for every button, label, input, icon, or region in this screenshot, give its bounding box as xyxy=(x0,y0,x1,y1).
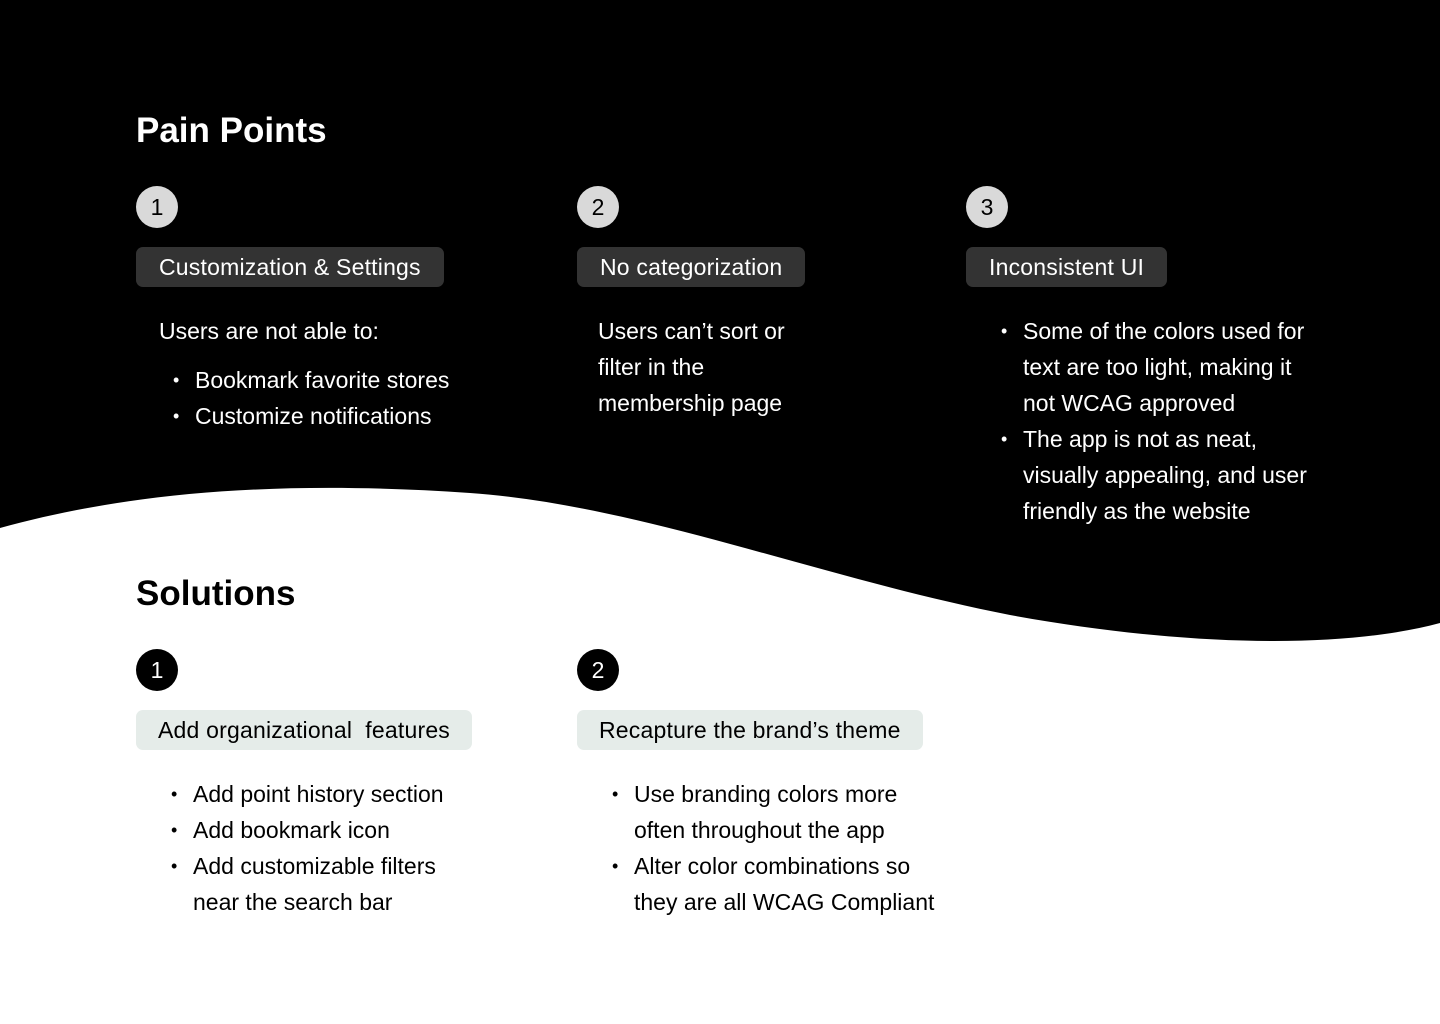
solution-1-number: 1 xyxy=(136,649,178,691)
pain-point-3-number: 3 xyxy=(966,186,1008,228)
bullet-line: visually appealing, and user xyxy=(1023,462,1307,488)
pain-point-1-intro: Users are not able to: xyxy=(159,318,379,344)
bullet-line: • The app is not as neat, xyxy=(1023,426,1257,452)
bullet-line: often throughout the app xyxy=(634,817,885,843)
list-item xyxy=(634,848,934,920)
bullet-line: near the search bar xyxy=(193,889,393,915)
solutions-title: Solutions xyxy=(136,574,296,613)
description-line: membership page xyxy=(598,390,783,416)
list-item xyxy=(1023,313,1307,421)
pain-point-1-bullet-list xyxy=(195,362,449,434)
pain-point-2-description xyxy=(598,313,785,421)
list-item xyxy=(193,812,444,848)
description-line: Users can’t sort or xyxy=(598,318,785,344)
bullet-line: friendly as the website xyxy=(1023,498,1251,524)
pain-point-3-bullet-list xyxy=(1023,313,1307,529)
pain-points-title: Pain Points xyxy=(136,111,327,150)
list-item: • Bookmark favorite stores xyxy=(195,362,449,398)
solution-2-bullet-list xyxy=(634,776,934,920)
pain-point-3-tag: Inconsistent UI xyxy=(966,247,1167,287)
solution-1-tag: Add organizational features xyxy=(136,710,472,750)
solution-2-number: 2 xyxy=(577,649,619,691)
bullet-line: • Add bookmark icon xyxy=(193,817,390,843)
bullet-line: • Add point history section xyxy=(193,781,444,807)
list-item: • Customize notifications xyxy=(195,398,449,434)
pain-point-2-number: 2 xyxy=(577,186,619,228)
pain-point-1-tag: Customization & Settings xyxy=(136,247,444,287)
bullet-line: • Add customizable filters xyxy=(193,853,436,879)
description-line: filter in the xyxy=(598,354,705,380)
bullet-line: not WCAG approved xyxy=(1023,390,1236,416)
list-item xyxy=(1023,421,1307,529)
pain-point-2-tag: No categorization xyxy=(577,247,805,287)
bullet-line: • Alter color combinations so xyxy=(634,853,911,879)
bullet-line: • Use branding colors more xyxy=(634,781,898,807)
list-item xyxy=(193,776,444,812)
list-item xyxy=(634,776,934,848)
solution-1-bullet-list xyxy=(193,776,444,920)
list-item xyxy=(193,848,444,920)
bullet-line: text are too light, making it xyxy=(1023,354,1292,380)
bullet-line: they are all WCAG Compliant xyxy=(634,889,935,915)
solution-2-tag: Recapture the brand’s theme xyxy=(577,710,923,750)
bullet-line: • Some of the colors used for xyxy=(1023,318,1305,344)
pain-point-1-number: 1 xyxy=(136,186,178,228)
